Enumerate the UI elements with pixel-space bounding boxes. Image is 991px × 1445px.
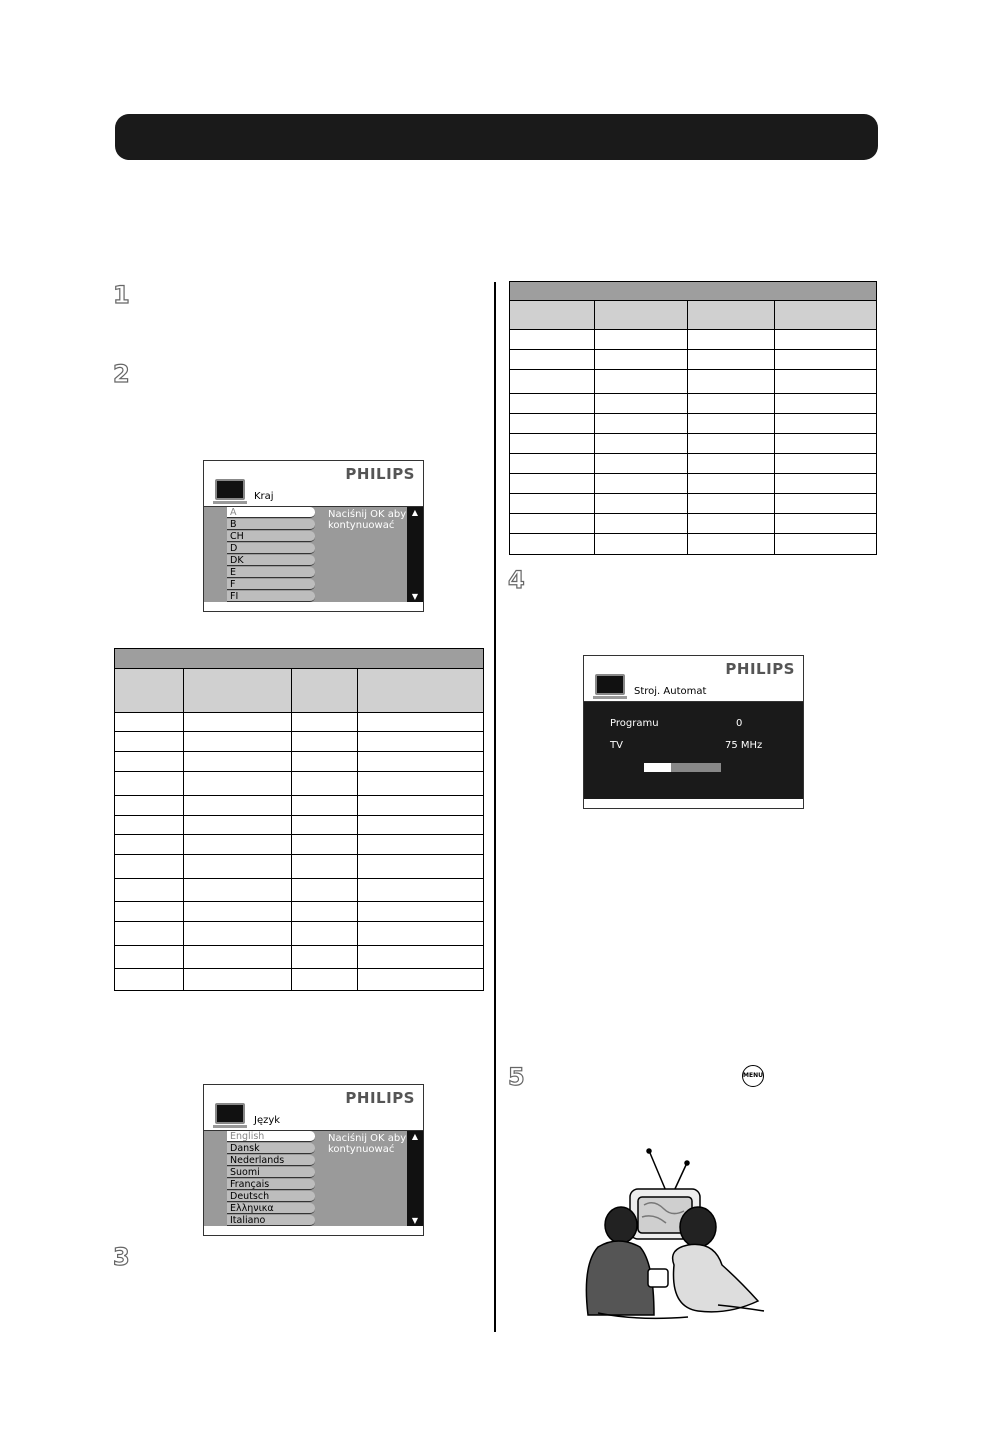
table-cell <box>688 474 775 494</box>
table-cell <box>688 330 775 350</box>
table-cell <box>184 713 292 732</box>
table-cell <box>292 713 358 732</box>
osd-dark-panel <box>584 702 803 799</box>
osd-title: Język <box>254 1115 281 1126</box>
table-cell <box>115 713 184 732</box>
table-header-cell <box>358 669 484 713</box>
table-cell <box>358 879 484 902</box>
list-item[interactable]: Nederlands <box>227 1155 315 1166</box>
list-item[interactable]: Suomi <box>227 1167 315 1178</box>
table-cell <box>688 514 775 534</box>
table-cell <box>595 474 688 494</box>
list-item[interactable]: Français <box>227 1179 315 1190</box>
table-cell <box>775 434 877 454</box>
table-cell <box>775 494 877 514</box>
tv-icon <box>595 674 625 695</box>
couple-watching-tv-illustration <box>578 1145 773 1330</box>
table-cell <box>184 902 292 922</box>
table-cell <box>292 796 358 816</box>
table-cell <box>510 434 595 454</box>
table-header-cell <box>184 669 292 713</box>
table-cell <box>595 434 688 454</box>
table-cell <box>292 835 358 855</box>
table-cell <box>510 414 595 434</box>
table-cell <box>358 855 484 879</box>
list-item[interactable]: D <box>227 543 315 554</box>
list-item[interactable]: Deutsch <box>227 1191 315 1202</box>
table-cell <box>358 902 484 922</box>
table-cell <box>688 534 775 555</box>
table-cell <box>115 902 184 922</box>
column-divider <box>494 282 496 1332</box>
table-cell <box>775 514 877 534</box>
table-cell <box>115 835 184 855</box>
table-cell <box>292 902 358 922</box>
step-number-1: 1 <box>113 281 130 309</box>
menu-button-icon: MENU <box>742 1065 764 1087</box>
osd-title: Kraj <box>254 491 274 502</box>
table-cell <box>510 394 595 414</box>
table-title-row <box>510 282 877 301</box>
program-label: Programu <box>610 718 659 729</box>
table-row <box>510 414 877 434</box>
table-row <box>510 350 877 370</box>
tv-icon <box>215 479 245 500</box>
table-row <box>115 796 484 816</box>
scrollbar[interactable] <box>407 507 423 602</box>
osd-title: Stroj. Automat <box>634 686 707 697</box>
table-cell <box>358 796 484 816</box>
table-row <box>510 434 877 454</box>
table-cell <box>595 370 688 394</box>
table-row <box>115 816 484 835</box>
table-cell <box>510 454 595 474</box>
table-cell <box>595 514 688 534</box>
list-item[interactable]: F <box>227 579 315 590</box>
osd-country-screen <box>203 460 424 612</box>
table-row <box>510 330 877 350</box>
table-cell <box>115 855 184 879</box>
table-cell <box>510 534 595 555</box>
country-table-right <box>509 281 877 555</box>
table-cell <box>184 816 292 835</box>
table-cell <box>292 816 358 835</box>
table-cell <box>184 772 292 796</box>
table-cell <box>510 474 595 494</box>
osd-hint: Naciśnij OK aby kontynuować <box>328 1133 407 1155</box>
list-item[interactable]: B <box>227 519 315 530</box>
list-item[interactable]: CH <box>227 531 315 542</box>
table-cell <box>358 946 484 969</box>
progress-fill <box>644 763 671 772</box>
table-cell <box>688 394 775 414</box>
table-cell <box>292 922 358 946</box>
table-cell <box>510 350 595 370</box>
table-cell <box>115 969 184 991</box>
country-table-left <box>114 648 484 991</box>
table-row <box>115 855 484 879</box>
program-value: 0 <box>736 718 743 729</box>
progress-bar <box>644 763 721 772</box>
step-number-5: 5 <box>508 1063 525 1091</box>
table-cell <box>510 330 595 350</box>
table-row <box>510 474 877 494</box>
osd-language-screen <box>203 1084 424 1236</box>
table-cell <box>595 454 688 474</box>
table-cell <box>510 370 595 394</box>
step-number-2: 2 <box>113 360 130 388</box>
table-row <box>115 946 484 969</box>
table-cell <box>184 796 292 816</box>
table-row <box>510 454 877 474</box>
table-cell <box>184 752 292 772</box>
table-cell <box>184 946 292 969</box>
table-cell <box>510 514 595 534</box>
table-cell <box>358 752 484 772</box>
table-cell <box>292 855 358 879</box>
scroll-up-icon[interactable]: ▲ <box>411 508 419 517</box>
table-row <box>115 879 484 902</box>
osd-panel <box>204 507 423 602</box>
table-cell <box>688 434 775 454</box>
table-cell <box>184 969 292 991</box>
table-cell <box>115 796 184 816</box>
table-cell <box>115 816 184 835</box>
table-header-cell <box>115 669 184 713</box>
table-cell <box>775 350 877 370</box>
table-cell <box>595 350 688 370</box>
table-cell <box>184 879 292 902</box>
list-item[interactable]: Ελληνικα <box>227 1203 315 1214</box>
table-cell <box>775 474 877 494</box>
scroll-down-icon[interactable]: ▼ <box>411 592 419 601</box>
table-cell <box>358 835 484 855</box>
table-cell <box>115 879 184 902</box>
table-cell <box>115 772 184 796</box>
list-item[interactable]: E <box>227 567 315 578</box>
table-row <box>510 370 877 394</box>
table-cell <box>595 534 688 555</box>
scrollbar[interactable] <box>407 1131 423 1226</box>
table-cell <box>115 752 184 772</box>
table-row <box>115 732 484 752</box>
philips-logo: PHILIPS <box>345 1089 415 1107</box>
table-cell <box>184 855 292 879</box>
table-cell <box>358 816 484 835</box>
table-cell <box>595 394 688 414</box>
step-number-4: 4 <box>508 566 525 594</box>
table-cell <box>358 772 484 796</box>
table-cell <box>358 922 484 946</box>
scroll-down-icon[interactable]: ▼ <box>411 1216 419 1225</box>
table-header-cell <box>510 301 595 330</box>
table-header-cell <box>688 301 775 330</box>
list-item[interactable]: Dansk <box>227 1143 315 1154</box>
table-row <box>115 752 484 772</box>
table-header-cell <box>775 301 877 330</box>
table-row <box>510 514 877 534</box>
table-cell <box>115 946 184 969</box>
table-cell <box>775 534 877 555</box>
table-cell <box>595 414 688 434</box>
table-row <box>510 534 877 555</box>
table-row <box>115 922 484 946</box>
table-cell <box>292 946 358 969</box>
table-cell <box>358 969 484 991</box>
philips-logo: PHILIPS <box>345 465 415 483</box>
table-cell <box>184 835 292 855</box>
table-cell <box>688 454 775 474</box>
osd-autostore-screen <box>583 655 804 809</box>
table-cell <box>115 922 184 946</box>
table-row <box>115 969 484 991</box>
table-cell <box>510 494 595 514</box>
scroll-up-icon[interactable]: ▲ <box>411 1132 419 1141</box>
country-list <box>227 507 315 603</box>
list-item[interactable]: FI <box>227 591 315 602</box>
list-item[interactable]: English <box>227 1131 315 1142</box>
table-header-cell <box>292 669 358 713</box>
table-cell <box>292 752 358 772</box>
osd-panel <box>204 1131 423 1226</box>
table-cell <box>292 772 358 796</box>
table-cell <box>688 414 775 434</box>
philips-logo: PHILIPS <box>725 660 795 678</box>
band-label: TV <box>610 740 623 751</box>
list-item[interactable]: DK <box>227 555 315 566</box>
table-cell <box>358 713 484 732</box>
table-cell <box>775 330 877 350</box>
table-row <box>510 494 877 514</box>
table-cell <box>775 414 877 434</box>
table-cell <box>775 454 877 474</box>
table-cell <box>595 330 688 350</box>
language-list <box>227 1131 315 1227</box>
list-item[interactable]: Italiano <box>227 1215 315 1226</box>
table-row <box>115 713 484 732</box>
table-cell <box>595 494 688 514</box>
table-cell <box>775 370 877 394</box>
header-bar <box>115 114 878 160</box>
step-number-3: 3 <box>113 1243 130 1271</box>
table-cell <box>688 350 775 370</box>
table-row <box>115 902 484 922</box>
table-title-row <box>115 649 484 669</box>
table-row <box>115 835 484 855</box>
table-cell <box>184 922 292 946</box>
table-cell <box>775 394 877 414</box>
table-cell <box>184 732 292 752</box>
table-cell <box>292 969 358 991</box>
table-cell <box>292 732 358 752</box>
table-row <box>510 394 877 414</box>
table-cell <box>688 370 775 394</box>
frequency-value: 75 MHz <box>725 740 763 751</box>
table-cell <box>358 732 484 752</box>
osd-hint: Naciśnij OK aby kontynuować <box>328 509 407 531</box>
table-row <box>115 772 484 796</box>
table-header-cell <box>595 301 688 330</box>
list-item[interactable]: A <box>227 507 315 518</box>
table-cell <box>115 732 184 752</box>
table-cell <box>292 879 358 902</box>
tv-icon <box>215 1103 245 1124</box>
table-cell <box>688 494 775 514</box>
